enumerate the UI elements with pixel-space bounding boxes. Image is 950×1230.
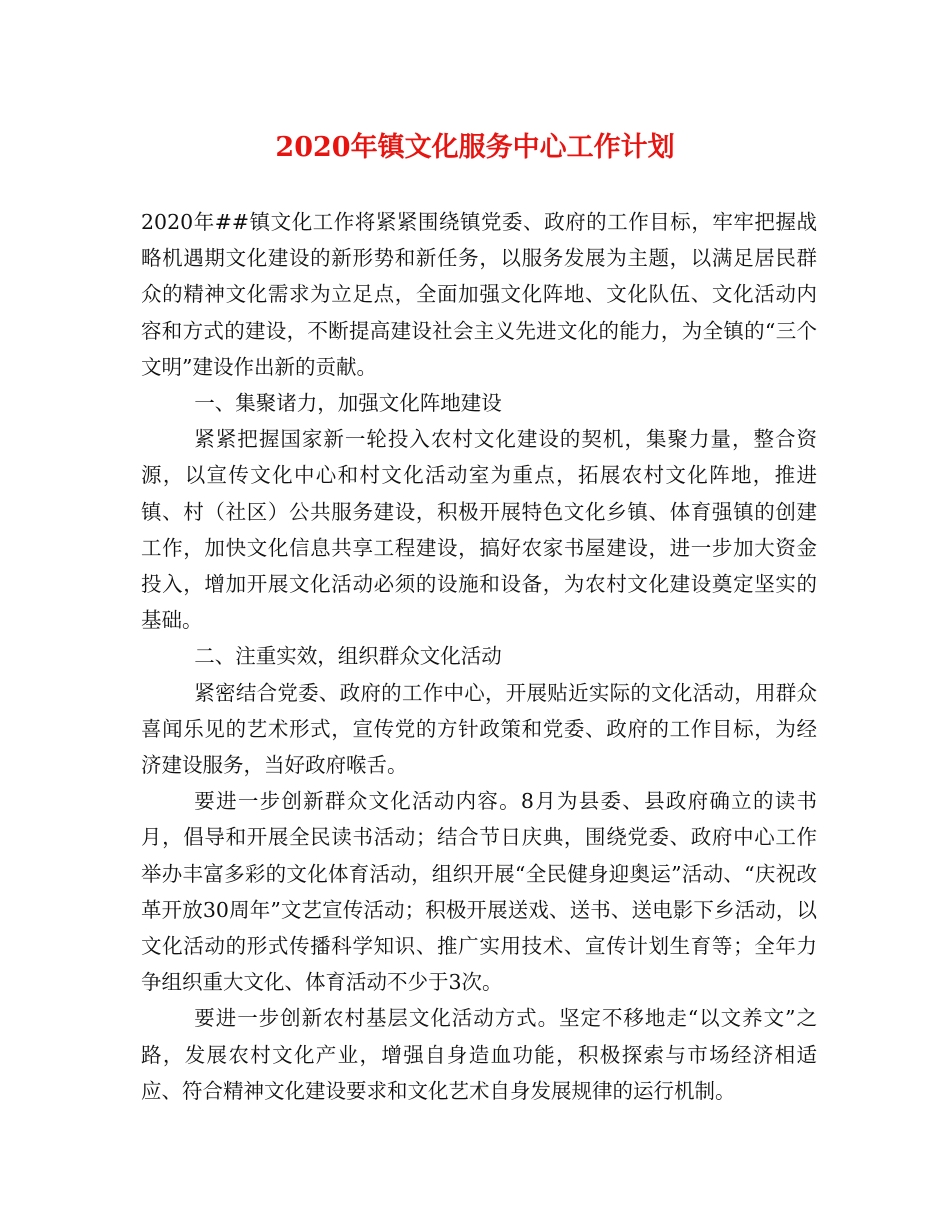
- intro-paragraph: 2020年##镇文化工作将紧紧围绕镇党委、政府的工作目标，牢牢把握战略机遇期文化建设的新形势和新任务，以服务发展为主题，以满足居民群众的精神文化需求为立足点，全面加强文化阵地、文化队伍、文化活动内容和方式的建设，不断提高建设社会主义先进文化的能力，为全镇的“三个文明”建设作出新的贡献。: [141, 210, 817, 379]
- document-body: [141, 204, 817, 1109]
- section-2-paragraph-1: 紧密结合党委、政府的工作中心，开展贴近实际的文化活动，用群众喜闻乐见的艺术形式，宣传党的方针政策和党委、政府的工作目标，为经济建设服务，当好政府喉舌。: [141, 680, 817, 778]
- section-2-paragraph-3: 要进一步创新农村基层文化活动方式。坚定不移地走“以文养文”之路，发展农村文化产业，增强自身造血功能，积极探索与市场经济相适应、符合精神文化建设要求和文化艺术自身发展规律的运行机制。: [141, 1006, 817, 1103]
- section-heading-2: 二、注重实效，组织群众文化活动: [194, 644, 502, 669]
- section-1-paragraph: 紧紧把握国家新一轮投入农村文化建设的契机，集聚力量，整合资源，以宣传文化中心和村文化活动室为重点，拓展农村文化阵地，推进镇、村（社区）公共服务建设，积极开展特色文化乡镇、体育强镇的创建工作，加快文化信息共享工程建设，搞好农家书屋建设，进一步加大资金投入，增加开展文化活动必须的设施和设备，为农村文化建设奠定坚实的基础。: [141, 427, 817, 633]
- section-2-paragraph-2: 要进一步创新群众文化活动内容。8月为县委、县政府确立的读书月，倡导和开展全民读书活动；结合节日庆典，围绕党委、政府中心工作举办丰富多彩的文化体育活动，组织开展“全民健身迎奥运”活动、“庆祝改革开放30周年”文艺宣传活动；积极开展送戏、送书、送电影下乡活动，以文化活动的形式传播科学知识、推广实用技术、宣传计划生育等；全年力争组织重大文化、体育活动不少于3次。: [141, 789, 817, 995]
- section-heading-1: 一、集聚诸力，加强文化阵地建设: [194, 391, 502, 416]
- document-title: 2020年镇文化服务中心工作计划: [275, 132, 675, 163]
